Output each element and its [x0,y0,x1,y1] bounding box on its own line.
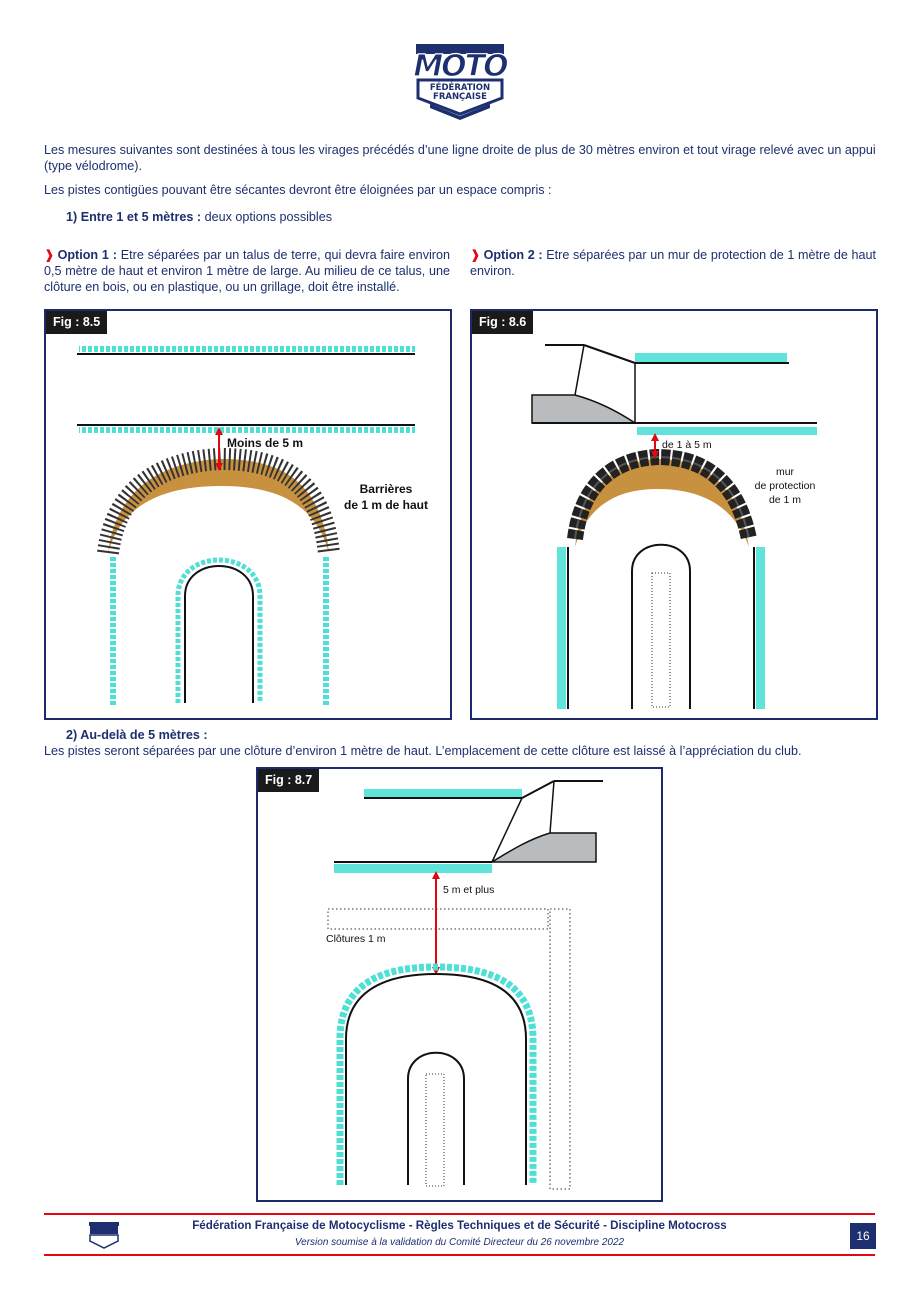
jump-section [492,833,596,862]
edge-marker-top [79,346,415,352]
option1-paragraph [44,247,450,295]
section2-text: Les pistes seront séparées par une clôture d’environ 1 mètre de haut. L’emplacement de cette clôture est laissé à l’appréciation du club. [44,744,802,758]
footer-subtitle: Version soumise à la validation du Comité Directeur du 26 novembre 2022 [294,1237,625,1248]
section1-heading [66,209,766,225]
section1-title: 1) Entre 1 et 5 mètres : [66,210,202,224]
figure-8-5-diagram [46,311,450,718]
outer-track [346,974,526,1185]
distance-label: de 1 à 5 m [662,439,712,451]
intro-paragraph-2: Les pistes contigües pouvant être sécantes devront être éloignées par un espace compris : [44,183,552,197]
fence-vertical [550,909,570,1189]
fence-horizontal [328,909,548,929]
figure-8-6 [470,309,878,720]
barrier-label-2: de 1 m de haut [343,498,429,512]
fence-label: Clôtures 1 m [326,933,386,945]
option2-label: Option 2 : [483,248,543,262]
option1-label: Option 1 : [57,248,117,262]
page-number: 16 [850,1223,876,1249]
earth-berm [108,459,329,553]
wall-label-3: de 1 m [768,494,802,506]
wall-label-1: mur [775,466,795,478]
figure-8-6-label: Fig : 8.6 [472,311,533,334]
edge-marker-top [364,789,522,798]
logo-word: MOTO [413,49,507,84]
intro-paragraph-1: Les mesures suivantes sont destinées à tous les virages précédés d’une ligne droite de plus de 30 mètres environ et tout virage relevé avec un appui (type vélodrome). [44,143,876,173]
distance-label: Moins de 5 m [227,436,304,450]
figure-8-7-diagram [258,769,661,1200]
logo-line1: FÉDÉRATION [429,83,491,93]
figure-8-5-label: Fig : 8.5 [46,311,107,334]
red-chevron-icon: ❱ [470,248,481,262]
logo-line2: FRANÇAISE [433,92,487,102]
edge-marker-top [635,353,787,362]
inner-track [185,566,253,703]
ffm-logo-graphic [408,42,512,120]
figure-8-5 [44,309,452,720]
inner-track [632,545,690,709]
footer-rule-bottom [44,1254,875,1256]
inner-track [408,1053,464,1185]
jump-section [532,395,635,423]
footer-rule-top [44,1213,875,1215]
option2-text: Etre séparées par un mur de protection de 1 mètre de haut environ. [470,248,877,278]
figure-8-6-diagram [472,311,876,718]
footer-title: Fédération Française de Motocyclisme - Règles Techniques et de Sécurité - Discipline Motocross [192,1219,727,1232]
option1-text: Etre séparées par un talus de terre, qui devra faire environ 0,5 mètre de haut et environ 1 mètre de large. Au milieu de ce talus, une clôture en bois, ou en plastique, ou un grillage, doit être installé. [44,248,450,294]
section2-title: 2) Au-delà de 5 mètres : [66,728,208,742]
figure-8-7-label: Fig : 8.7 [258,769,319,792]
figure-8-7 [256,767,663,1202]
barrier-label-1: Barrières [359,482,413,496]
distance-label: 5 m et plus [443,884,495,896]
wall-label-2: de protection [754,480,816,492]
section1-rest: deux options possibles [201,210,333,224]
red-chevron-icon: ❱ [44,248,55,262]
ffm-logo [408,42,512,120]
option2-paragraph [470,247,876,279]
